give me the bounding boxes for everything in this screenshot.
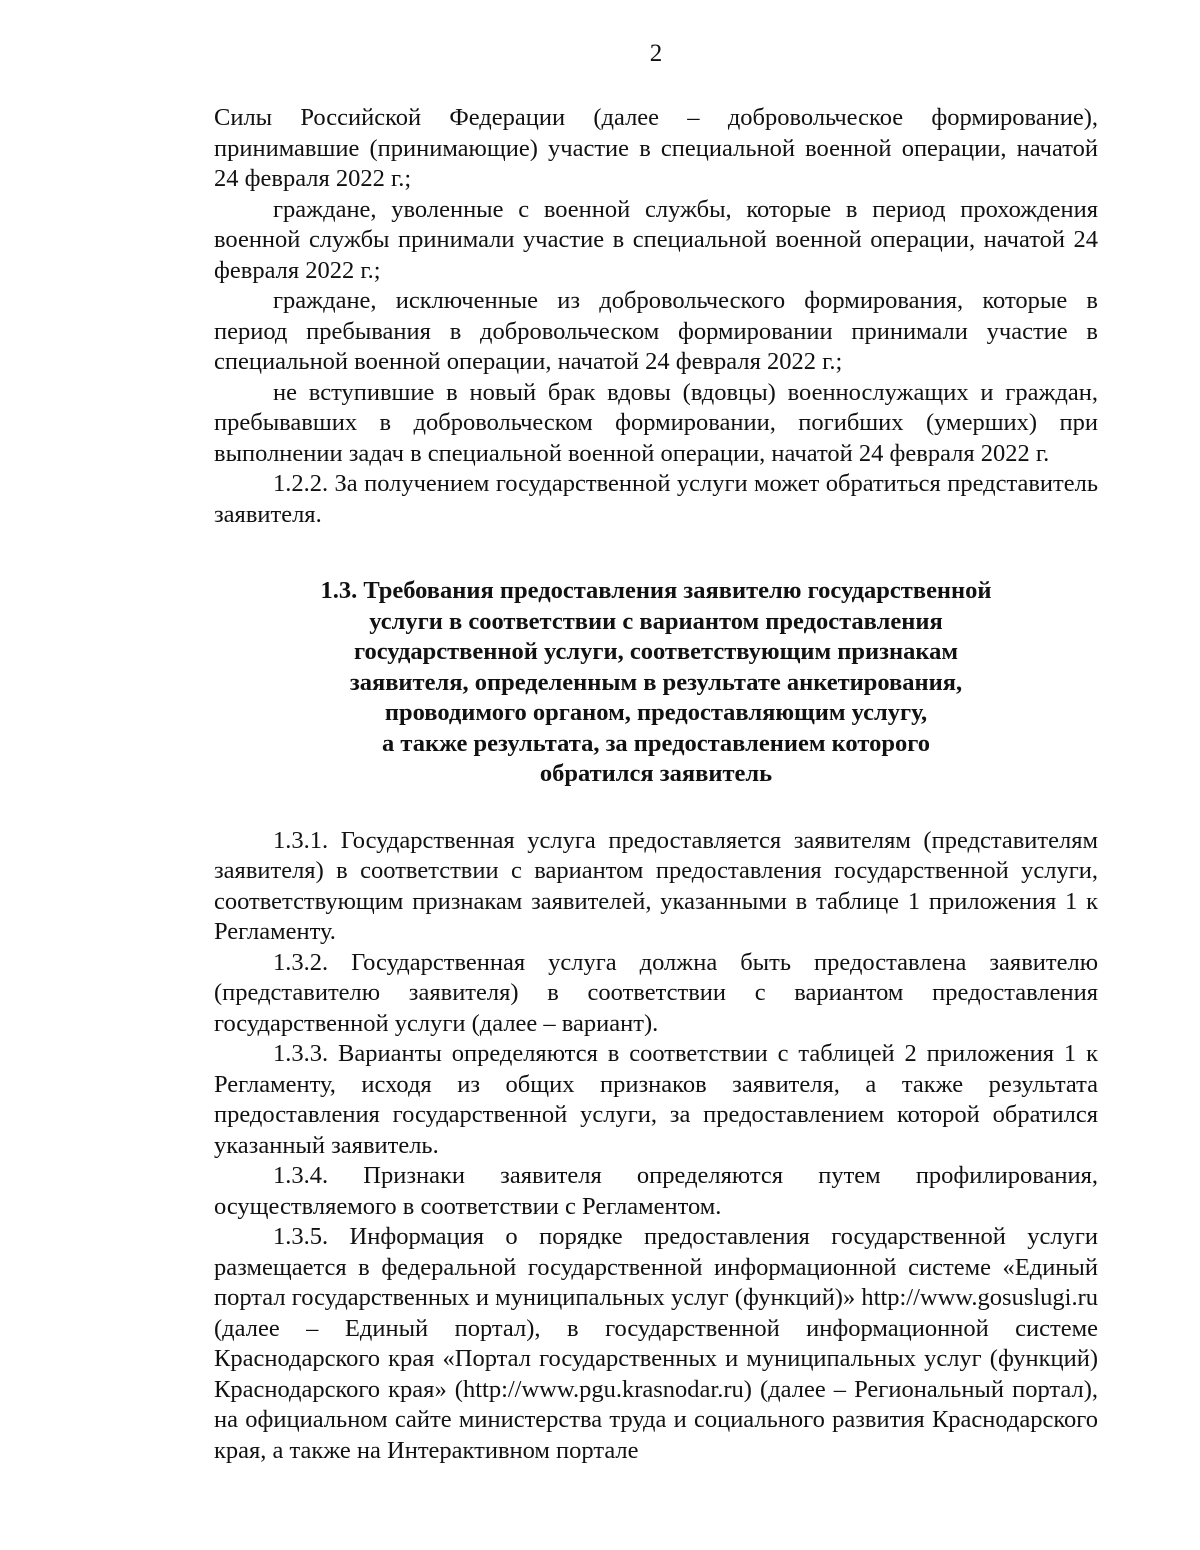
paragraph: Силы Российской Федерации (далее – добровольческое формирование), принимавшие (принимающие) участие в специальной военной операции, начатой 24 февраля 2022 г.; [214, 104, 1098, 192]
page-number: 2 [649, 40, 663, 67]
document-body [214, 103, 1098, 1466]
heading-line: обратился заявитель [539, 760, 773, 787]
paragraph: 1.3.5. Информация о порядке предоставления государственной услуги размещается в федеральной государственной информационной системе «Единый портал государственных и муниципальных услуг (функций)» http://www.gosuslugi.ru (далее – Единый портал), в государственной информационной системе Краснодарского края «Портал государственных и муниципальных услуг (функций) Краснодарского края» (http://www.pgu.krasnodar.ru) (далее – Региональный портал), на официальном сайте министерства труда и социального развития Краснодарского края, а также на Интерактивном портале [214, 1223, 1098, 1464]
paragraph: 1.3.2. Государственная услуга должна быть предоставлена заявителю (представителю заявителя) в соответствии с вариантом предоставления государственной услуги (далее – вариант). [214, 948, 1098, 1037]
document-page [214, 0, 1098, 1550]
heading-line: а также результата, за предоставлением которого [382, 729, 930, 757]
section-heading [214, 576, 1098, 790]
paragraph: не вступившие в новый брак вдовы (вдовцы) военнослужащих и граждан, пребывавших в добровольческом формировании, погибших (умерших) при выполнении задач в специальной военной операции, начатой 24 февраля 2022 г. [214, 378, 1098, 467]
paragraph: 1.3.1. Государственная услуга предоставляется заявителям (представителям заявителя) в соответствии с вариантом предоставления государственной услуги, соответствующим признакам заявителей, указанными в таблице 1 приложения 1 к Регламенту. [214, 826, 1098, 945]
paragraph: 1.3.3. Варианты определяются в соответствии с таблицей 2 приложения 1 к Регламенту, исходя из общих признаков заявителя, а также результата предоставления государственной услуги, за предоставлением которой обратился указанный заявитель. [214, 1040, 1098, 1159]
paragraph: 1.3.4. Признаки заявителя определяются путем профилирования, осуществляемого в соответствии с Регламентом. [214, 1162, 1098, 1220]
heading-line: заявителя, определенным в результате анкетирования, [349, 668, 963, 696]
heading-line: проводимого органом, предоставляющим услугу, [384, 699, 928, 726]
paragraph: граждане, уволенные с военной службы, которые в период прохождения военной службы принимали участие в специальной военной операции, начатой 24 февраля 2022 г.; [214, 195, 1098, 284]
heading-line: 1.3. Требования предоставления заявителю государственной [320, 577, 992, 604]
heading-line: услуги в соответствии с вариантом предоставления [369, 607, 943, 635]
heading-line: государственной услуги, соответствующим признакам [353, 638, 959, 665]
paragraph: 1.2.2. За получением государственной услуги может обратиться представитель заявителя. [214, 470, 1098, 528]
paragraph: граждане, исключенные из добровольческого формирования, которые в период пребывания в добровольческом формировании принимали участие в специальной военной операции, начатой 24 февраля 2022 г.; [214, 287, 1098, 375]
